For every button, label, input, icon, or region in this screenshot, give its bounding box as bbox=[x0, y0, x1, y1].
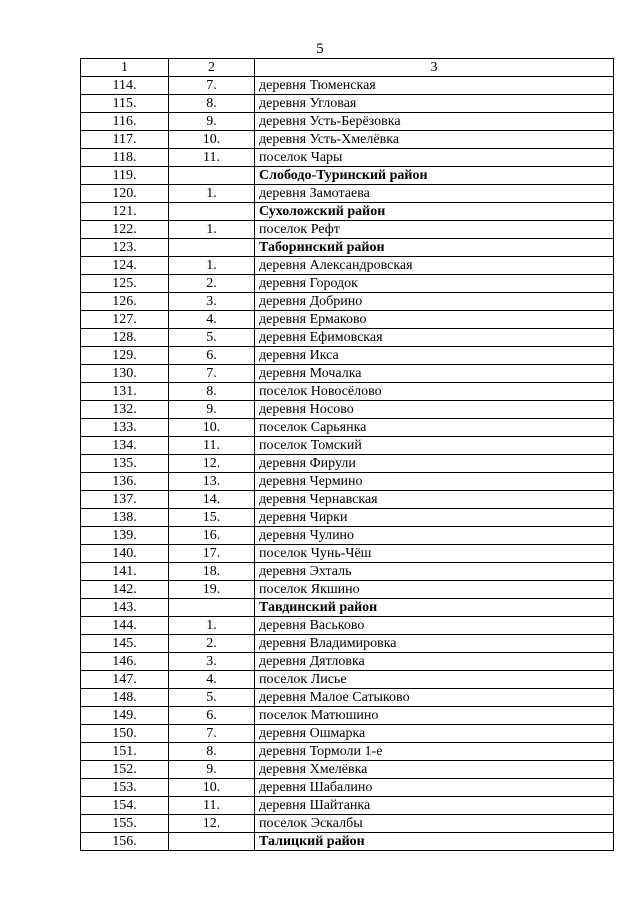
row-index: 115. bbox=[81, 95, 169, 113]
settlement-name: деревня Дятловка bbox=[255, 653, 614, 671]
row-sub-index: 1. bbox=[169, 257, 255, 275]
table-row bbox=[81, 635, 614, 653]
table-body bbox=[81, 77, 614, 851]
row-sub-index: 8. bbox=[169, 95, 255, 113]
row-index: 132. bbox=[81, 401, 169, 419]
row-index: 118. bbox=[81, 149, 169, 167]
table-row bbox=[81, 617, 614, 635]
row-index: 143. bbox=[81, 599, 169, 617]
row-sub-index: 18. bbox=[169, 563, 255, 581]
settlement-name: деревня Владимировка bbox=[255, 635, 614, 653]
table-row bbox=[81, 545, 614, 563]
table-row bbox=[81, 131, 614, 149]
settlement-name: деревня Мочалка bbox=[255, 365, 614, 383]
row-sub-index: 4. bbox=[169, 311, 255, 329]
row-sub-index: 8. bbox=[169, 743, 255, 761]
settlement-name: деревня Добрино bbox=[255, 293, 614, 311]
settlement-name: деревня Городок bbox=[255, 275, 614, 293]
table-row bbox=[81, 707, 614, 725]
row-sub-index: 14. bbox=[169, 491, 255, 509]
row-sub-index bbox=[169, 239, 255, 257]
row-sub-index: 12. bbox=[169, 455, 255, 473]
district-name: Сухоложский район bbox=[255, 203, 614, 221]
settlement-name: деревня Чернавская bbox=[255, 491, 614, 509]
table-row bbox=[81, 185, 614, 203]
district-name: Таборинский район bbox=[255, 239, 614, 257]
row-sub-index: 15. bbox=[169, 509, 255, 527]
settlement-name: поселок Сарьянка bbox=[255, 419, 614, 437]
row-sub-index: 10. bbox=[169, 779, 255, 797]
row-sub-index: 7. bbox=[169, 365, 255, 383]
district-name: Тавдинский район bbox=[255, 599, 614, 617]
settlement-name: деревня Чирки bbox=[255, 509, 614, 527]
settlement-name: деревня Васьково bbox=[255, 617, 614, 635]
row-index: 130. bbox=[81, 365, 169, 383]
table-row bbox=[81, 365, 614, 383]
row-sub-index: 1. bbox=[169, 221, 255, 239]
table-row bbox=[81, 815, 614, 833]
row-sub-index bbox=[169, 167, 255, 185]
row-index: 141. bbox=[81, 563, 169, 581]
table-row bbox=[81, 689, 614, 707]
row-sub-index: 5. bbox=[169, 689, 255, 707]
table-row bbox=[81, 491, 614, 509]
row-index: 123. bbox=[81, 239, 169, 257]
table-row-district bbox=[81, 167, 614, 185]
row-sub-index: 1. bbox=[169, 185, 255, 203]
row-index: 153. bbox=[81, 779, 169, 797]
table-row bbox=[81, 725, 614, 743]
table-row-district bbox=[81, 833, 614, 851]
row-index: 151. bbox=[81, 743, 169, 761]
table-row bbox=[81, 455, 614, 473]
row-sub-index: 11. bbox=[169, 797, 255, 815]
settlement-name: деревня Носово bbox=[255, 401, 614, 419]
district-name: Слободо-Туринский район bbox=[255, 167, 614, 185]
settlement-name: деревня Усть-Хмелёвка bbox=[255, 131, 614, 149]
row-index: 119. bbox=[81, 167, 169, 185]
table-row bbox=[81, 77, 614, 95]
row-sub-index: 11. bbox=[169, 437, 255, 455]
row-index: 126. bbox=[81, 293, 169, 311]
settlement-name: поселок Новосёлово bbox=[255, 383, 614, 401]
settlement-name: деревня Чермино bbox=[255, 473, 614, 491]
table-row bbox=[81, 581, 614, 599]
row-sub-index bbox=[169, 599, 255, 617]
column-header-name: 3 bbox=[255, 59, 614, 77]
table-row bbox=[81, 113, 614, 131]
row-index: 128. bbox=[81, 329, 169, 347]
row-sub-index: 13. bbox=[169, 473, 255, 491]
table-row bbox=[81, 779, 614, 797]
table-row bbox=[81, 797, 614, 815]
row-sub-index: 6. bbox=[169, 347, 255, 365]
row-index: 142. bbox=[81, 581, 169, 599]
settlement-name: деревня Шайтанка bbox=[255, 797, 614, 815]
table-row-district bbox=[81, 599, 614, 617]
settlement-name: поселок Чунь-Чёш bbox=[255, 545, 614, 563]
settlements-table bbox=[80, 58, 614, 851]
table-row-district bbox=[81, 239, 614, 257]
row-sub-index: 5. bbox=[169, 329, 255, 347]
row-index: 125. bbox=[81, 275, 169, 293]
row-index: 149. bbox=[81, 707, 169, 725]
column-header-sub-index: 2 bbox=[169, 59, 255, 77]
row-sub-index: 2. bbox=[169, 635, 255, 653]
row-sub-index: 2. bbox=[169, 275, 255, 293]
table-row bbox=[81, 419, 614, 437]
settlement-name: деревня Угловая bbox=[255, 95, 614, 113]
row-sub-index: 9. bbox=[169, 761, 255, 779]
settlement-name: деревня Шабалино bbox=[255, 779, 614, 797]
row-sub-index: 10. bbox=[169, 131, 255, 149]
settlement-name: поселок Якшино bbox=[255, 581, 614, 599]
row-index: 150. bbox=[81, 725, 169, 743]
row-index: 114. bbox=[81, 77, 169, 95]
row-index: 138. bbox=[81, 509, 169, 527]
row-index: 139. bbox=[81, 527, 169, 545]
row-sub-index: 7. bbox=[169, 725, 255, 743]
table-row bbox=[81, 653, 614, 671]
settlement-name: деревня Фирули bbox=[255, 455, 614, 473]
settlement-name: деревня Ошмарка bbox=[255, 725, 614, 743]
settlement-name: деревня Александровская bbox=[255, 257, 614, 275]
row-index: 127. bbox=[81, 311, 169, 329]
row-index: 121. bbox=[81, 203, 169, 221]
settlement-name: деревня Хмелёвка bbox=[255, 761, 614, 779]
settlement-name: поселок Рефт bbox=[255, 221, 614, 239]
row-index: 116. bbox=[81, 113, 169, 131]
row-index: 133. bbox=[81, 419, 169, 437]
row-sub-index bbox=[169, 833, 255, 851]
table-row bbox=[81, 347, 614, 365]
row-index: 134. bbox=[81, 437, 169, 455]
row-sub-index: 19. bbox=[169, 581, 255, 599]
settlement-name: деревня Тюменская bbox=[255, 77, 614, 95]
settlement-name: деревня Усть-Берёзовка bbox=[255, 113, 614, 131]
settlement-name: деревня Ефимовская bbox=[255, 329, 614, 347]
settlement-name: поселок Матюшино bbox=[255, 707, 614, 725]
table-row bbox=[81, 671, 614, 689]
table-row bbox=[81, 437, 614, 455]
district-name: Талицкий район bbox=[255, 833, 614, 851]
settlement-name: поселок Эскалбы bbox=[255, 815, 614, 833]
row-sub-index: 6. bbox=[169, 707, 255, 725]
row-index: 155. bbox=[81, 815, 169, 833]
row-sub-index: 9. bbox=[169, 113, 255, 131]
row-sub-index: 3. bbox=[169, 653, 255, 671]
settlement-name: деревня Эхталь bbox=[255, 563, 614, 581]
settlement-name: поселок Лисье bbox=[255, 671, 614, 689]
row-sub-index: 11. bbox=[169, 149, 255, 167]
row-index: 145. bbox=[81, 635, 169, 653]
table-row bbox=[81, 275, 614, 293]
table-row bbox=[81, 473, 614, 491]
row-index: 140. bbox=[81, 545, 169, 563]
table-row bbox=[81, 563, 614, 581]
table-row-district bbox=[81, 203, 614, 221]
table-row bbox=[81, 221, 614, 239]
table-row bbox=[81, 761, 614, 779]
row-index: 154. bbox=[81, 797, 169, 815]
row-index: 131. bbox=[81, 383, 169, 401]
column-header-index: 1 bbox=[81, 59, 169, 77]
row-sub-index: 17. bbox=[169, 545, 255, 563]
table-row bbox=[81, 257, 614, 275]
table-row bbox=[81, 401, 614, 419]
table-row bbox=[81, 311, 614, 329]
row-sub-index: 7. bbox=[169, 77, 255, 95]
page-number: 5 bbox=[316, 41, 324, 57]
row-index: 120. bbox=[81, 185, 169, 203]
settlement-name: поселок Томский bbox=[255, 437, 614, 455]
settlement-name: деревня Малое Сатыково bbox=[255, 689, 614, 707]
row-sub-index: 4. bbox=[169, 671, 255, 689]
row-index: 156. bbox=[81, 833, 169, 851]
table-header-row bbox=[81, 59, 614, 77]
row-index: 148. bbox=[81, 689, 169, 707]
row-sub-index: 8. bbox=[169, 383, 255, 401]
table-row bbox=[81, 95, 614, 113]
row-index: 152. bbox=[81, 761, 169, 779]
row-index: 137. bbox=[81, 491, 169, 509]
row-sub-index bbox=[169, 203, 255, 221]
table-row bbox=[81, 509, 614, 527]
row-sub-index: 9. bbox=[169, 401, 255, 419]
settlement-name: деревня Икса bbox=[255, 347, 614, 365]
row-index: 146. bbox=[81, 653, 169, 671]
settlement-name: деревня Тормоли 1-е bbox=[255, 743, 614, 761]
row-sub-index: 1. bbox=[169, 617, 255, 635]
settlement-name: деревня Замотаева bbox=[255, 185, 614, 203]
row-index: 117. bbox=[81, 131, 169, 149]
row-index: 135. bbox=[81, 455, 169, 473]
table-row bbox=[81, 743, 614, 761]
table-row bbox=[81, 383, 614, 401]
row-sub-index: 3. bbox=[169, 293, 255, 311]
row-sub-index: 16. bbox=[169, 527, 255, 545]
row-index: 144. bbox=[81, 617, 169, 635]
settlement-name: поселок Чары bbox=[255, 149, 614, 167]
row-index: 129. bbox=[81, 347, 169, 365]
settlement-name: деревня Ермаково bbox=[255, 311, 614, 329]
settlement-name: деревня Чулино bbox=[255, 527, 614, 545]
row-sub-index: 10. bbox=[169, 419, 255, 437]
table-row bbox=[81, 527, 614, 545]
row-index: 122. bbox=[81, 221, 169, 239]
row-index: 147. bbox=[81, 671, 169, 689]
row-sub-index: 12. bbox=[169, 815, 255, 833]
table-row bbox=[81, 293, 614, 311]
table-row bbox=[81, 329, 614, 347]
row-index: 136. bbox=[81, 473, 169, 491]
row-index: 124. bbox=[81, 257, 169, 275]
table-row bbox=[81, 149, 614, 167]
